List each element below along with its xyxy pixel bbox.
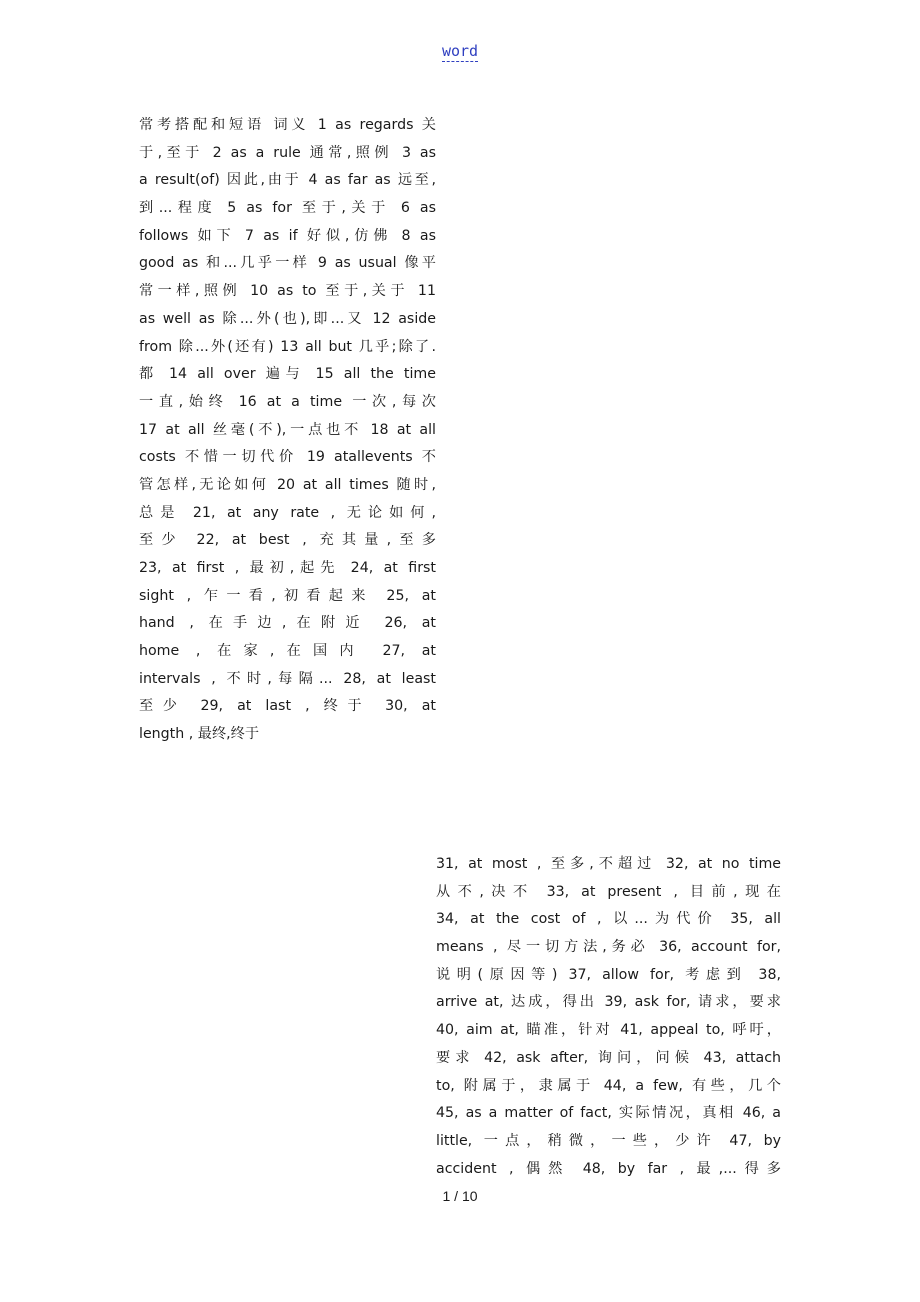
- header-link-text[interactable]: word: [441, 42, 479, 60]
- text-line: 23, at first , 最初,起先 24, at first: [139, 560, 436, 576]
- text-line: 45, as a matter of fact, 实际情况，真相 46, a: [436, 1105, 781, 1122]
- text-line: 至少 22, at best , 充其量,至多: [139, 532, 436, 549]
- text-line: 总是 21, at any rate , 无论如何,: [139, 504, 436, 521]
- text-line: 一直,始终 16 at a time 一次,每次: [139, 393, 436, 410]
- text-line: 于,至于 2 as a rule 通常,照例 3 as: [139, 144, 436, 161]
- text-line: costs 不惜一切代价 19 atallevents 不: [139, 449, 436, 466]
- text-line: from 除...外(还有) 13 all but 几乎;除了.: [139, 338, 436, 355]
- text-line: follows 如下 7 as if 好似,仿佛 8 as: [139, 227, 436, 244]
- text-line: 常考搭配和短语 词义 1 as regards 关: [139, 117, 436, 133]
- text-line: 要求 42, ask after, 询问，问候 43, attach: [436, 1049, 781, 1066]
- text-line: length , 最终,终于: [139, 726, 260, 743]
- text-column-right: [436, 851, 781, 1183]
- text-line: as well as 除...外(也),即...又 12 aside: [139, 310, 436, 327]
- text-line: little, 一点，稍微，一些，少许 47, by: [436, 1132, 781, 1149]
- header-word-link[interactable]: [0, 41, 920, 61]
- text-line: home , 在家,在国内 27, at: [139, 643, 436, 660]
- page-number: 1 / 10: [442, 1188, 478, 1204]
- text-line: 34, at the cost of , 以...为代价 35, all: [436, 911, 781, 928]
- text-line: a result(of) 因此,由于 4 as far as 远至,: [139, 172, 436, 189]
- text-line: accident , 偶然 48, by far , 最,...得多: [436, 1160, 781, 1177]
- text-line: 说明(原因等) 37, allow for, 考虑到 38,: [436, 966, 781, 983]
- text-line: 40, aim at, 瞄准，针对 41, appeal to, 呼吁，: [436, 1022, 781, 1039]
- text-line: 都 14 all over 遍与 15 all the time: [139, 366, 436, 383]
- text-line: 管怎样,无论如何 20 at all times 随时,: [139, 476, 436, 493]
- text-line: good as 和...几乎一样 9 as usual 像平: [139, 255, 436, 272]
- text-line: means , 尽一切方法,务必 36, account for,: [436, 939, 781, 956]
- text-line: to, 附属于，隶属于 44, a few, 有些，几个: [436, 1077, 781, 1094]
- text-line: 至少 29, at last , 终于 30, at: [139, 698, 436, 715]
- text-line: 31, at most , 至多,不超过 32, at no time: [436, 856, 781, 872]
- text-line: hand , 在手边,在附近 26, at: [139, 615, 436, 632]
- text-line: 常一样,照例 10 as to 至于,关于 11: [139, 283, 436, 300]
- text-line: arrive at, 达成，得出 39, ask for, 请求，要求: [436, 994, 781, 1011]
- text-column-left: [139, 112, 436, 749]
- text-line: intervals , 不时,每隔... 28, at least: [139, 670, 436, 687]
- text-line: 从不,决不 33, at present , 目前,现在: [436, 883, 781, 900]
- text-line: 到...程度 5 as for 至于,关于 6 as: [139, 200, 436, 217]
- text-line: sight , 乍一看,初看起来 25, at: [139, 587, 436, 604]
- text-line: 17 at all 丝毫(不),一点也不 18 at all: [139, 421, 436, 438]
